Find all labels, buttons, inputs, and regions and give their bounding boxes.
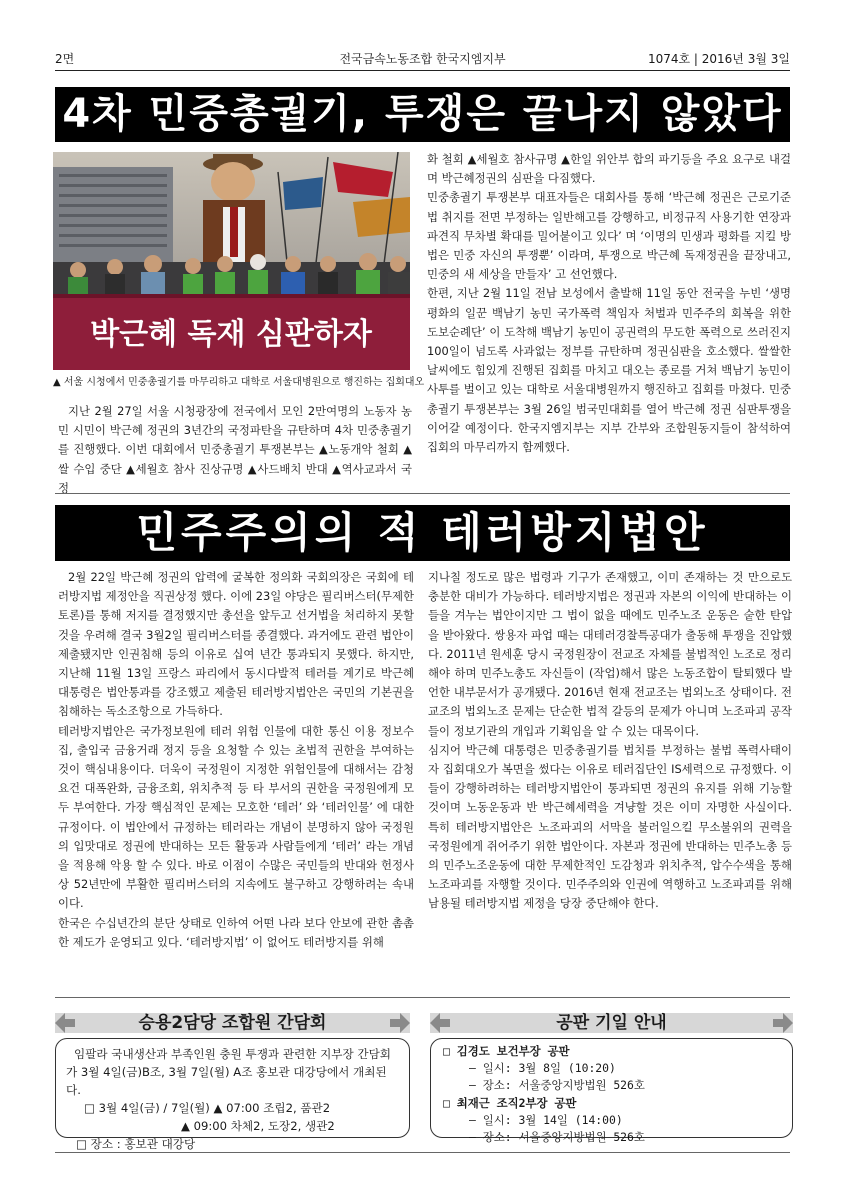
trials-box [430,1038,793,1145]
article2-paragraph: 한국은 수십년간의 분단 상태로 인하여 어떤 나라 보다 안보에 관한 촘촘한 제도가 운영되고 있다. ‘테러방지법’ 이 없어도 테러방지를 위해 [58,915,414,949]
article1-paragraph: 한편, 지난 2월 11일 전남 보성에서 출발해 11일 동안 전국을 누빈 ‘생명평화의 일꾼 백남기 농민 국가폭력 책임자 처벌과 민주주의 회복을 위한 도보순례단’ 이 도착해 백남기 농민이 공권력의 무도한 폭력으로 쓰러진지 100일이 넘도록 사과없는 정부를 규탄하며 정권심판을 호소했다. 쌀쌀한 날씨에도 힘있게 진행된 집회를 마치고 대오는 종로를 거쳐 백남기 농민이 사투를 벌이고 있는 대학로 서울대병원까지 행진하고 집회를 마쳤다. 민중총궐기 투쟁본부는 3월 26일 범국민대회를 열어 박근혜 정권 심판투쟁을 이어갈 예정이다. 한국지엠지부는 지부 간부와 조합원동지들이 참석하여 집회의 마무리까지 함께했다. [427,286,791,455]
trial-place: – 장소: 서울중앙지방법원 526호 [469,1078,645,1093]
chevron-left-icon [428,1013,452,1033]
article1-left-column [58,402,412,498]
trial-place: – 장소: 서울중앙지방법원 526호 [469,1130,645,1145]
page-number: 2면 [55,52,75,66]
meeting-schedule-2: ▲ 09:00 차체2, 도장2, 생관2 [181,1119,335,1133]
rally-photo [53,152,410,370]
article2-left-column [58,568,414,952]
footer-rule [55,1152,790,1153]
meeting-intro: 임팔라 국내생산과 부족인원 충원 투쟁과 관련한 지부장 간담회가 3월 4일(금)B조, 3월 7일(월) A조 홍보관 대강당에서 개최된다. [66,1047,391,1097]
trials-title: 공판 기일 안내 [556,1013,667,1033]
meeting-box [55,1038,410,1151]
trial-date: – 일시: 3월 14일 (14:00) [469,1112,623,1127]
article2-headline: 민주주의의 적 테러방지법안 [55,505,790,561]
section-divider [55,493,790,494]
article2-paragraph: 심지어 박근혜 대통령은 민중총궐기를 법치를 부정하는 불법 폭력사태이자 집회대오가 복면을 썼다는 이유로 테러집단인 IS세력으로 규정했다. 이들이 강행하려하는 테러방지법안이 통과되면 정권의 유지를 위해 기능할 것이며 노동운동과 반 박근혜세력을 겨냥할 것은 이미 자명한 사실이다. 특히 테러방지법안은 노조파괴의 서막을 불러일으킬 무소불위의 권력을 국정원에게 쥐어주기 위한 법안이다. 자본과 정권에 반대하는 민주노총 등의 민주노조운동에 대한 무제한적인 도감청과 위치추적, 압수수색을 통해 노조파괴를 자행할 것이다. 민주주의와 인권에 역행하고 노조파괴를 위해 남용될 테러방지법 제정을 당장 중단해야 한다. [428,742,792,911]
issue-date: 1074호 | 2016년 3월 3일 [647,52,790,66]
page-header [55,48,790,70]
photo-banner-text: 박근혜 독재 심판하자 [90,317,372,352]
chevron-right-icon [388,1013,412,1033]
meeting-title: 승용2담당 조합원 간담회 [138,1013,327,1033]
trial-name: □ 김경도 보건부장 공판 [443,1044,570,1058]
chevron-right-icon [771,1013,795,1033]
section-divider [55,997,790,998]
header-rule [55,70,790,71]
article2-paragraph: 2월 22일 박근혜 정권의 압력에 굴복한 정의화 국회의장은 국회에 테러방지법 제정안을 직권상정 했다. 이에 23일 야당은 필리버스터(무제한 토론)를 통해 저지를 결정했지만 총선을 앞두고 선거법을 처리하지 못할 것을 우려해 결국 3월2일 필리버스터를 종결했다. 과거에도 관련 법안이 제출됐지만 인권침해 등의 이유로 십여 년간 통과되지 못했다. 하지만, 지난해 11월 13일 프랑스 파리에서 동시다발적 테러를 계기로 박근혜 대통령은 법안통과를 강조했고 제출된 테러방지법안은 국민의 기본권을 침해하는 독소조항으로 가득하다. [58,570,414,719]
trials-title-bar [430,1010,793,1036]
meeting-place: □ 장소 : 홍보관 대강당 [76,1137,196,1151]
article1-paragraph: 화 철회 ▲세월호 참사규명 ▲한일 위안부 합의 파기등을 주요 요구로 내걸며 박근혜정권의 심판을 다짐했다. [427,152,791,186]
article2-paragraph: 테러방지법안은 국가정보원에 테러 위험 인물에 대한 통신 이용 정보수집, 출입국 금융거래 정지 등을 요청할 수 있는 초법적 권한을 부여하는 것이 핵심내용이다. 더욱이 국정원이 지정한 위험인물에 대해서는 감청요건 대폭완화, 금융조회, 위치추적 등 타 부서의 권한을 국정원에게 모두 부여한다. 가장 핵심적인 문제는 모호한 ‘테러’ 와 ‘테러인물’ 에 대한 규정이다. 이 법안에서 규정하는 테러라는 개념이 분명하지 않아 국정원의 입맛대로 정권에 반대하는 모든 활동과 사람들에게 ‘테러’ 라는 개념을 적용해 악용 할 수 있다. 바로 이점이 수많은 국민들의 반대와 헌정사상 52년만에 부활한 필리버스터의 지속에도 불구하고 강행하려는 속내이다. [58,723,414,911]
organization-name: 전국금속노동조합 한국지엠지부 [339,52,506,66]
article2-right-column [428,568,792,914]
article1-headline: 4차 민중총궐기, 투쟁은 끝나지 않았다 [55,87,790,142]
trial-date: – 일시: 3월 8일 (10:20) [469,1061,616,1076]
meeting-title-bar [55,1010,410,1036]
meeting-schedule-1: □ 3월 4일(금) / 7일(월) ▲ 07:00 조립2, 품관2 [84,1101,331,1115]
trial-name: □ 최재근 조직2부장 공판 [443,1095,577,1110]
article1-right-column [427,150,791,457]
article1-paragraph: 지난 2월 27일 서울 시청광장에 전국에서 모인 2만여명의 노동자 농민 시민이 박근혜 정권의 3년간의 국정파탄을 규탄하며 4차 민중총궐기를 진행했다. 이번 대회에서 민중총궐기 투쟁본부는 ▲노동개악 철회 ▲쌀 수입 중단 ▲세월호 참사 진상규명 ▲사드배치 반대 ▲역사교과서 국정 [58,404,412,495]
article1-paragraph: 민중총궐기 투쟁본부 대표자들은 대회사를 통해 ‘박근혜 정권은 근로기준법 취지를 전면 부정하는 일반해고를 강행하고, 비정규직 사용기한 연장과 파견직 무차별 확대를 밀어붙이고 있다’ 며 ‘이명의 민생과 평화를 지킬 방법은 민중 자신의 투쟁뿐’ 이라며, 투쟁으로 박근혜 독재정권을 끝장내고, 민중의 새 세상을 만들자’ 고 선언했다. [427,190,791,282]
article2-paragraph: 지나칠 정도로 많은 법령과 기구가 존재했고, 이미 존재하는 것 만으로도 충분한 대비가 가능하다. 테러방지법은 정권과 자본의 이익에 반대하는 이들을 겨누는 법안이지만 그 법이 없을 때에도 민주노조 운동은 숱한 탄압을 받아왔다. 쌍용자 파업 때는 대테러경찰특공대가 출동해 투쟁을 진압했다. 2011년 원세훈 당시 국정원장이 전교조 자체를 불법적인 노조로 정리해야 하며 민주노총도 자신들이 (작업)해서 많은 노동조합이 탈퇴했다 발언한 내부문서가 공개됐다. 2016년 현재 전교조는 법외노조 상태이다. 전교조의 법외노조 문제는 단순한 법적 갈등의 문제가 아니며 노조파괴 공작들이 정보기관의 개입과 기획임을 알 수 있는 대목이다. [428,570,792,738]
photo-caption: ▲ 서울 시청에서 민중총궐기를 마무리하고 대학로 서울대병원으로 행진하는 집회대오 [53,377,425,388]
chevron-left-icon [53,1013,77,1033]
